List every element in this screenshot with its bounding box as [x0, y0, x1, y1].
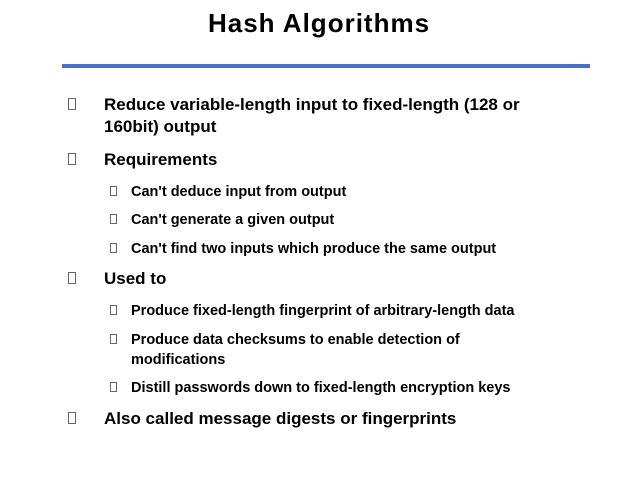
bullet-reduce-input — [68, 94, 548, 138]
square-bullet-icon — [110, 334, 117, 344]
slide-title: Hash Algorithms — [207, 8, 431, 38]
bullet-also-called — [68, 408, 548, 430]
bullet-text: Also called message digests or fingerprints — [104, 409, 457, 428]
square-bullet-icon — [68, 98, 76, 110]
sub-bullet-text: Produce fixed-length fingerprint of arbitrary-length data — [131, 303, 515, 319]
sub-bullet-text: Can't generate a given output — [131, 212, 335, 228]
sub-bullet-text: Produce data checksums to enable detection of modifications — [131, 332, 460, 368]
sub-bullet-text: Can't deduce input from output — [131, 184, 347, 200]
square-bullet-icon — [110, 186, 117, 196]
sub-bullet-cant-deduce — [110, 182, 580, 202]
bullet-requirements — [68, 149, 548, 171]
bullet-text: Reduce variable-length input to fixed-length (128 or 160bit) output — [104, 95, 520, 136]
sub-bullet-text: Can't find two inputs which produce the same output — [131, 241, 497, 257]
square-bullet-icon — [110, 305, 117, 315]
bullet-text: Used to — [104, 269, 167, 288]
square-bullet-icon — [110, 214, 117, 224]
sub-bullet-fingerprint — [110, 301, 580, 321]
square-bullet-icon — [68, 153, 76, 165]
square-bullet-icon — [68, 412, 76, 424]
square-bullet-icon — [68, 272, 76, 284]
square-bullet-icon — [110, 243, 117, 253]
square-bullet-icon — [110, 382, 117, 392]
sub-bullet-cant-find — [110, 239, 580, 259]
sub-bullet-checksums — [110, 330, 508, 370]
bullet-text: Requirements — [104, 150, 218, 169]
sub-bullet-distill — [110, 378, 580, 398]
sub-bullet-cant-generate — [110, 210, 580, 230]
bullet-used-to — [68, 268, 548, 290]
sub-bullet-text: Distill passwords down to fixed-length encryption keys — [131, 380, 511, 396]
